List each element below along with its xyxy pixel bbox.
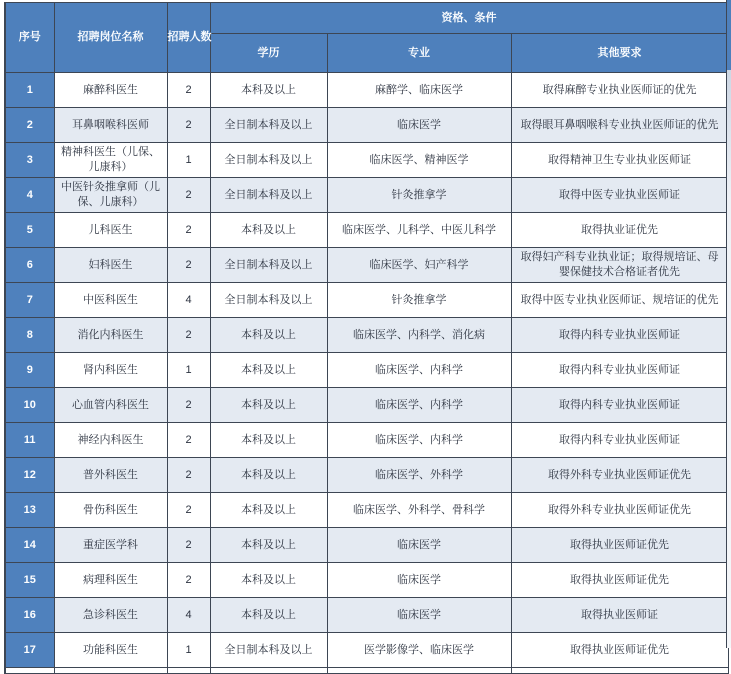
- cell-index: 9: [5, 353, 54, 388]
- table-row: [5, 353, 728, 388]
- table-row: [5, 143, 728, 178]
- cell-other-requirements: 取得内科专业执业医师证: [511, 318, 728, 353]
- cell-count: 2: [167, 458, 210, 493]
- cell-index: 1: [5, 73, 54, 108]
- cell-other-requirements: 取得内科专业执业医师证: [511, 388, 728, 423]
- cell-count: 2: [167, 493, 210, 528]
- cell-major: 针灸推拿学: [327, 178, 511, 213]
- cell-education: 本科及以上: [210, 388, 327, 423]
- right-edge-strip: [726, 0, 731, 648]
- cell-education: 本科及以上: [210, 493, 327, 528]
- cell-index: 13: [5, 493, 54, 528]
- cell-position: 耳鼻咽喉科医师: [54, 108, 167, 143]
- cell-count: 2: [167, 563, 210, 598]
- cell-index: 3: [5, 143, 54, 178]
- cell-position: 病理科医生: [54, 563, 167, 598]
- table-row-cutoff: [5, 668, 728, 674]
- cell-education: 本科及以上: [210, 458, 327, 493]
- cell-other-requirements: 取得外科专业执业医师证优先: [511, 458, 728, 493]
- cell-position: 普外科医生: [54, 458, 167, 493]
- table-row: [5, 108, 728, 143]
- cell-major: 临床医学、内科学、消化病: [327, 318, 511, 353]
- table-row: [5, 178, 728, 213]
- header-index: 序号: [5, 3, 54, 73]
- cell-education: 全日制本科及以上: [210, 108, 327, 143]
- cell-education: [210, 668, 327, 674]
- cell-count: 2: [167, 178, 210, 213]
- cell-index: 6: [5, 248, 54, 283]
- cell-position: 重症医学科: [54, 528, 167, 563]
- table-row: [5, 248, 728, 283]
- cell-count: 2: [167, 73, 210, 108]
- cell-position: 麻醉科医生: [54, 73, 167, 108]
- table-header: [5, 3, 728, 73]
- cell-count: 2: [167, 248, 210, 283]
- cell-index: [5, 668, 54, 674]
- cell-count: 1: [167, 633, 210, 668]
- cell-education: 全日制本科及以上: [210, 248, 327, 283]
- cell-position: 功能科医生: [54, 633, 167, 668]
- cell-other-requirements: 取得麻醉专业执业医师证的优先: [511, 73, 728, 108]
- cell-major: 临床医学、精神医学: [327, 143, 511, 178]
- cell-other-requirements: 取得执业医师证: [511, 598, 728, 633]
- cell-education: 全日制本科及以上: [210, 283, 327, 318]
- cell-other-requirements: 取得精神卫生专业执业医师证: [511, 143, 728, 178]
- table-row: [5, 73, 728, 108]
- table-body: [5, 73, 728, 674]
- cell-index: 12: [5, 458, 54, 493]
- cell-count: 2: [167, 318, 210, 353]
- cell-education: 全日制本科及以上: [210, 633, 327, 668]
- cell-position: 儿科医生: [54, 213, 167, 248]
- cell-count: 2: [167, 423, 210, 458]
- cell-position: [54, 668, 167, 674]
- cell-position: 中医针灸推拿师（儿保、儿康科）: [54, 178, 167, 213]
- cell-position: 中医科医生: [54, 283, 167, 318]
- cell-other-requirements: [511, 668, 728, 674]
- cell-major: 临床医学、内科学: [327, 353, 511, 388]
- cell-major: 临床医学: [327, 598, 511, 633]
- cell-position: 精神科医生（儿保、儿康科）: [54, 143, 167, 178]
- cell-index: 2: [5, 108, 54, 143]
- cell-education: 全日制本科及以上: [210, 143, 327, 178]
- cell-count: [167, 668, 210, 674]
- table-row: [5, 493, 728, 528]
- table-row: [5, 318, 728, 353]
- table-row: [5, 563, 728, 598]
- cell-major: 临床医学、外科学、骨科学: [327, 493, 511, 528]
- recruitment-table-page: [4, 2, 729, 674]
- cell-position: 肾内科医生: [54, 353, 167, 388]
- table-row: [5, 213, 728, 248]
- cell-index: 4: [5, 178, 54, 213]
- cell-major: [327, 668, 511, 674]
- cell-other-requirements: 取得内科专业执业医师证: [511, 353, 728, 388]
- cell-other-requirements: 取得执业医师证优先: [511, 528, 728, 563]
- header-other-requirements: 其他要求: [511, 34, 728, 73]
- header-count: 招聘人数: [167, 3, 210, 73]
- table-row: [5, 528, 728, 563]
- table-row: [5, 598, 728, 633]
- table-row: [5, 633, 728, 668]
- cell-major: 临床医学、妇产科学: [327, 248, 511, 283]
- cell-count: 1: [167, 143, 210, 178]
- cell-other-requirements: 取得妇产科专业执业证；取得规培证、母婴保健技术合格证者优先: [511, 248, 728, 283]
- cell-other-requirements: 取得外科专业执业医师证优先: [511, 493, 728, 528]
- cell-count: 2: [167, 108, 210, 143]
- cell-other-requirements: 取得中医专业执业医师证、规培证的优先: [511, 283, 728, 318]
- cell-index: 17: [5, 633, 54, 668]
- header-education: 学历: [210, 34, 327, 73]
- cell-position: 心血管内科医生: [54, 388, 167, 423]
- table-row: [5, 283, 728, 318]
- cell-position: 骨伤科医生: [54, 493, 167, 528]
- cell-other-requirements: 取得中医专业执业医师证: [511, 178, 728, 213]
- cell-education: 本科及以上: [210, 318, 327, 353]
- cell-major: 麻醉学、临床医学: [327, 73, 511, 108]
- cell-major: 临床医学: [327, 563, 511, 598]
- cell-other-requirements: 取得内科专业执业医师证: [511, 423, 728, 458]
- cell-index: 16: [5, 598, 54, 633]
- cell-major: 针灸推拿学: [327, 283, 511, 318]
- cell-count: 4: [167, 598, 210, 633]
- header-position: 招聘岗位名称: [54, 3, 167, 73]
- cell-major: 临床医学、儿科学、中医儿科学: [327, 213, 511, 248]
- cell-other-requirements: 取得执业医师证优先: [511, 563, 728, 598]
- cell-other-requirements: 取得执业医师证优先: [511, 633, 728, 668]
- cell-major: 临床医学、内科学: [327, 423, 511, 458]
- cell-position: 妇科医生: [54, 248, 167, 283]
- table-row: [5, 388, 728, 423]
- cell-position: 神经内科医生: [54, 423, 167, 458]
- cell-education: 本科及以上: [210, 563, 327, 598]
- cell-education: 本科及以上: [210, 213, 327, 248]
- cell-position: 消化内科医生: [54, 318, 167, 353]
- table-row: [5, 458, 728, 493]
- table-row: [5, 423, 728, 458]
- cell-education: 本科及以上: [210, 73, 327, 108]
- cell-count: 2: [167, 528, 210, 563]
- cell-index: 15: [5, 563, 54, 598]
- cell-count: 4: [167, 283, 210, 318]
- cell-education: 本科及以上: [210, 598, 327, 633]
- cell-other-requirements: 取得眼耳鼻咽喉科专业执业医师证的优先: [511, 108, 728, 143]
- cell-other-requirements: 取得执业证优先: [511, 213, 728, 248]
- cell-major: 临床医学: [327, 108, 511, 143]
- cell-major: 临床医学、外科学: [327, 458, 511, 493]
- cell-count: 2: [167, 213, 210, 248]
- cell-education: 本科及以上: [210, 423, 327, 458]
- cell-index: 8: [5, 318, 54, 353]
- cell-education: 本科及以上: [210, 353, 327, 388]
- cell-index: 10: [5, 388, 54, 423]
- cell-index: 5: [5, 213, 54, 248]
- recruitment-table: [4, 2, 729, 674]
- cell-education: 全日制本科及以上: [210, 178, 327, 213]
- cell-index: 14: [5, 528, 54, 563]
- cell-major: 临床医学: [327, 528, 511, 563]
- cell-index: 11: [5, 423, 54, 458]
- cell-count: 1: [167, 353, 210, 388]
- cell-education: 本科及以上: [210, 528, 327, 563]
- cell-index: 7: [5, 283, 54, 318]
- header-major: 专业: [327, 34, 511, 73]
- header-qualifications-group: 资格、条件: [210, 3, 728, 34]
- cell-count: 2: [167, 388, 210, 423]
- cell-major: 临床医学、内科学: [327, 388, 511, 423]
- cell-major: 医学影像学、临床医学: [327, 633, 511, 668]
- cell-position: 急诊科医生: [54, 598, 167, 633]
